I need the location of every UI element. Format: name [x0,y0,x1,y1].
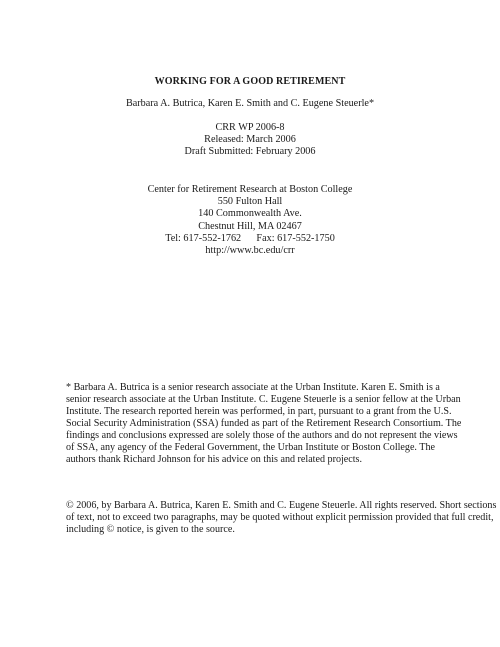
release-date: Released: March 2006 [204,134,296,146]
institution-name: Center for Retirement Research at Boston College [147,184,353,195]
draft-submitted-date: Draft Submitted: February 2006 [184,146,316,158]
footnote-line: findings and conclusions expressed are solely those of the authors and do not represent the views [66,430,458,441]
working-paper-number: CRR WP 2006-8 [215,122,285,133]
footnote-line: senior research associate at the Urban Institute. C. Eugene Steuerle is a senior fellow at the Urban [66,394,461,405]
author-line: Barbara A. Butrica, Karen E. Smith and C. Eugene Steuerle* [125,98,375,109]
paper-info [0,122,500,159]
paper-title: WORKING FOR A GOOD RETIREMENT [154,76,346,87]
contact-phone-fax: Tel: 617-552-1762 Fax: 617-552-1750 [165,232,335,244]
footnote-line: Institute. The research reported herein was performed, in part, pursuant to a grant from the U.S. [66,406,452,417]
copyright-line: © 2006, by Barbara A. Butrica, Karen E. Smith and C. Eugene Steuerle. All rights reserved. Short sections [66,500,497,511]
footnote-line: Social Security Administration (SSA) funded as part of the Retirement Research Consortium. The [66,418,462,429]
website-url: http://www.bc.edu/crr [205,245,295,257]
address-line: 140 Commonwealth Ave. [198,208,302,220]
copyright-line: including © notice, is given to the source. [66,524,235,535]
copyright-line: of text, not to exceed two paragraphs, may be quoted without explicit permission provided that full credit, [66,512,494,523]
address-line: 550 Fulton Hall [217,196,283,208]
copyright-notice [66,500,497,536]
footnote-line: * Barbara A. Butrica is a senior research associate at the Urban Institute. Karen E. Smith is a [66,382,440,393]
footnote-line: of SSA, any agency of the Federal Government, the Urban Institute or Boston College. The [66,442,435,453]
address-line: Chestnut Hill, MA 02467 [198,220,302,232]
author-footnote [66,382,462,466]
address-block [0,184,500,257]
footnote-line: authors thank Richard Johnson for his advice on this and related projects. [66,454,363,465]
